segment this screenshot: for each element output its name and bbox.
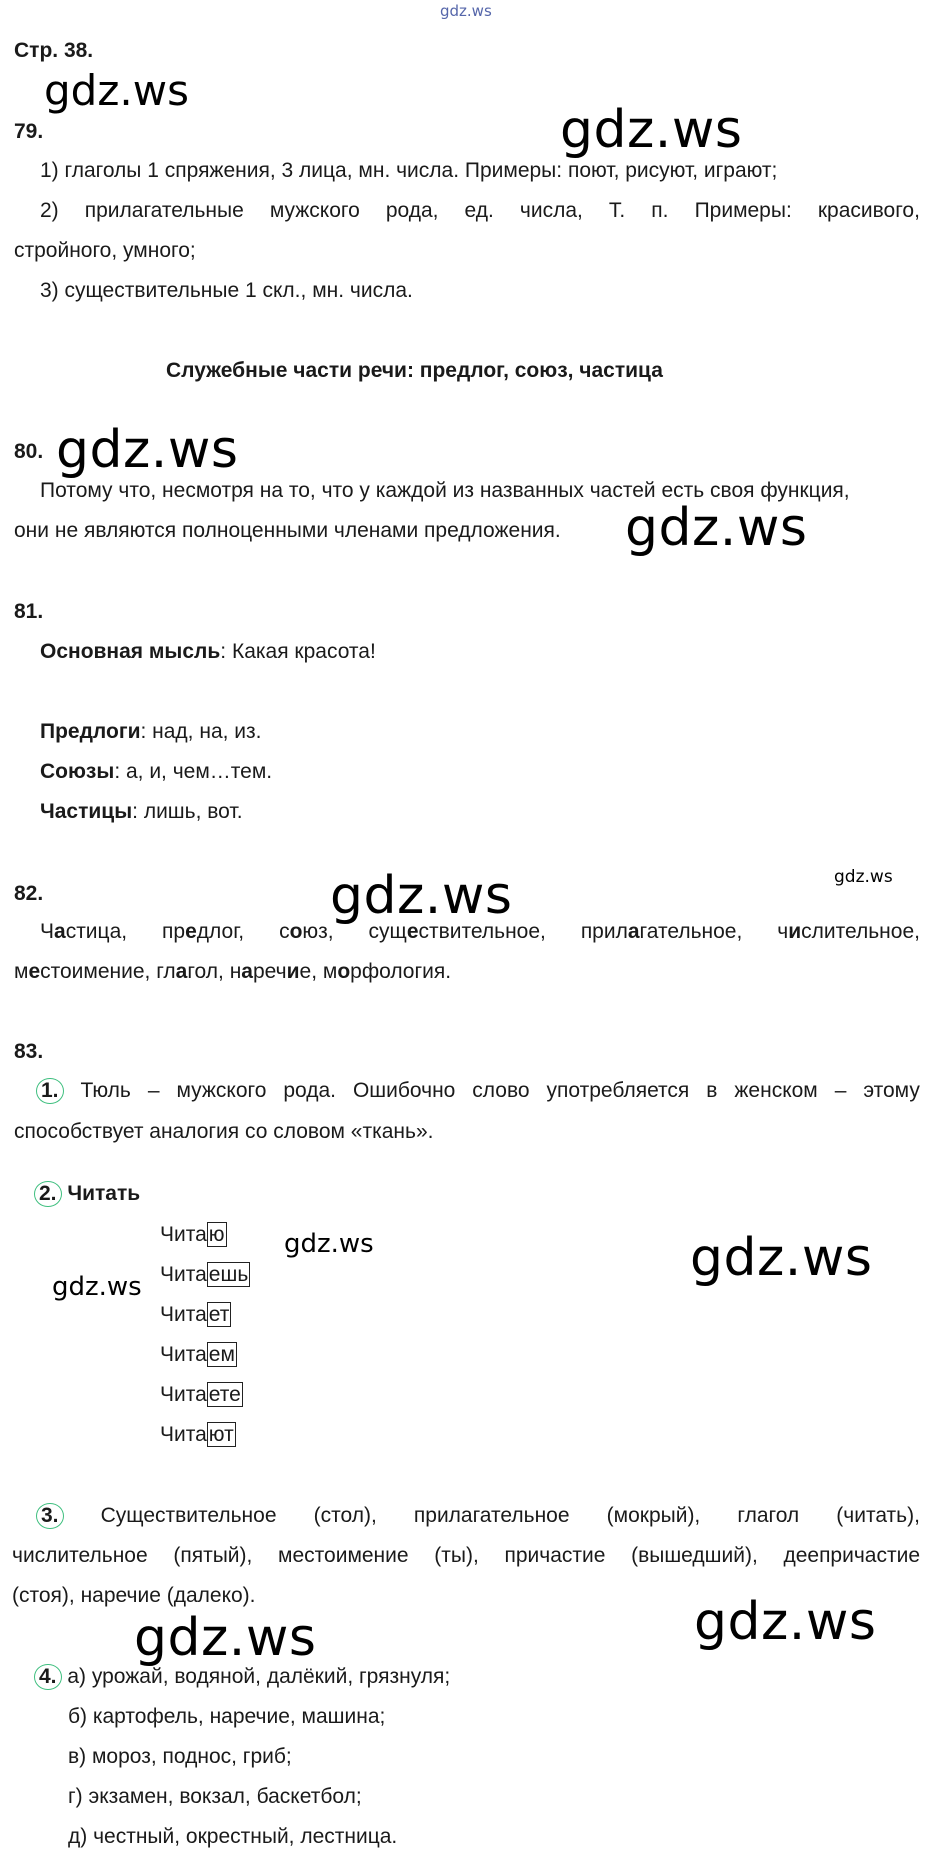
part-label: Частицы [40,800,133,823]
ex79-line-3: стройного, умного; [14,239,196,262]
ex81-prepositions [40,718,262,746]
conj-label: Союзы [40,760,115,783]
part-text: : лишь, вот. [132,800,243,823]
top-watermark: gdz.ws [440,2,492,20]
ex80-line-2: они не являются полноценными членами предложения. [14,519,561,542]
ending-box: ет [208,1303,230,1326]
ex83-p4-c: в) мороз, поднос, гриб; [68,1745,292,1768]
exercise-number: 81. [14,600,44,623]
conj-row: Читает [160,1303,230,1326]
exercise-number: 79. [14,120,44,143]
item-number-badge: 1. [36,1078,64,1104]
ex83-p4-d: г) экзамен, вокзал, баскетбол; [68,1785,362,1808]
ex79-line-2 [40,197,920,225]
word: числительное, [777,920,920,943]
item-number-badge: 3. [36,1503,64,1529]
word: рода, [385,199,439,222]
word: числа, [519,199,583,222]
ex82-line-2: местоимение, глагол, наречие, морфология. [14,960,452,983]
ex79-line-1: 1) глаголы 1 спряжения, 3 лица, мн. числа. Примеры: поют, рисуют, играют; [40,159,778,182]
item-number-badge: 4. [34,1664,62,1690]
watermark: gdz.ws [52,1272,142,1302]
p2-title: Читать [67,1182,141,1205]
conj-row: Читаете [160,1383,241,1406]
conj-row: Читают [160,1423,234,1446]
conj-row: Читаешь [160,1263,249,1286]
watermark: gdz.ws [44,66,189,115]
ex83-p4-e: д) честный, окрестный, лестница. [68,1825,398,1848]
ex83-p1-line-2: способствует аналогия со словом «ткань». [14,1120,434,1143]
ex83-p1-line-1: 1. Тюль – мужского рода. Ошибочно слово употребляется в женском – этому [36,1077,920,1105]
word: Частица, [40,920,128,943]
word: союз, [279,920,334,943]
prep-text: : над, на, из. [140,720,262,743]
conj-row: Читаю [160,1223,225,1246]
watermark: gdz.ws [690,1228,873,1288]
word: Т. [608,199,626,222]
ex82-line-1 [40,918,920,946]
exercise-number: 83. [14,1040,44,1063]
ex81-particles [40,798,243,826]
watermark: gdz.ws [625,498,808,558]
prep-label: Предлоги [40,720,141,743]
exercise-number: 82. [14,882,44,905]
ending-box: ешь [208,1263,249,1286]
conj-row: Читаем [160,1343,235,1366]
ending-box: ют [208,1423,234,1446]
word: красивого, [817,199,920,222]
watermark: gdz.ws [560,100,743,160]
word: ед. [464,199,494,222]
watermark: gdz.ws [284,1229,374,1259]
ex83-p4-b: б) картофель, наречие, машина; [68,1705,386,1728]
ex79-line-4: 3) существительные 1 скл., мн. числа. [40,279,413,302]
ex83-p2-heading [34,1180,140,1208]
word: Примеры: [694,199,792,222]
ex81-idea [40,638,376,666]
ending-box: ете [208,1383,241,1406]
ex80-line-1: Потому что, несмотря на то, что у каждой из названных частей есть своя функция, [40,479,850,502]
word: прилагательные [84,199,244,222]
ex83-p4-a: 4. а) урожай, водяной, далёкий, грязнуля; [34,1663,450,1691]
ex83-p3-line-1: 3. Существительное (стол), прилагательное (мокрый), глагол (читать), [36,1502,920,1530]
word: 2) [40,199,59,222]
ending-box: ем [208,1343,235,1366]
word: прилагательное, [580,920,743,943]
word: существительное, [368,920,546,943]
word: мужского [269,199,360,222]
ex83-p3-line-3: (стоя), наречие (далеко). [12,1584,256,1607]
watermark: gdz.ws [834,867,893,887]
item-number-badge: 2. [34,1181,62,1207]
word: предлог, [162,920,245,943]
section-title: Служебные части речи: предлог, союз, частица [166,359,663,382]
watermark: gdz.ws [134,1608,317,1668]
watermark: gdz.ws [330,866,513,926]
word: п. [651,199,669,222]
watermark: gdz.ws [694,1592,877,1652]
idea-text: : Какая красота! [220,640,376,663]
ending-box: ю [208,1223,225,1246]
ex83-p3-line-2: числительное (пятый), местоимение (ты), причастие (вышедший), деепричастие [12,1544,920,1567]
exercise-number: 80. [14,440,44,463]
idea-label: Основная мысль [40,640,221,663]
conj-text: : а, и, чем…тем. [114,760,273,783]
ex81-conjunctions [40,758,272,786]
page-label: Стр. 38. [14,39,94,62]
watermark: gdz.ws [56,420,239,480]
